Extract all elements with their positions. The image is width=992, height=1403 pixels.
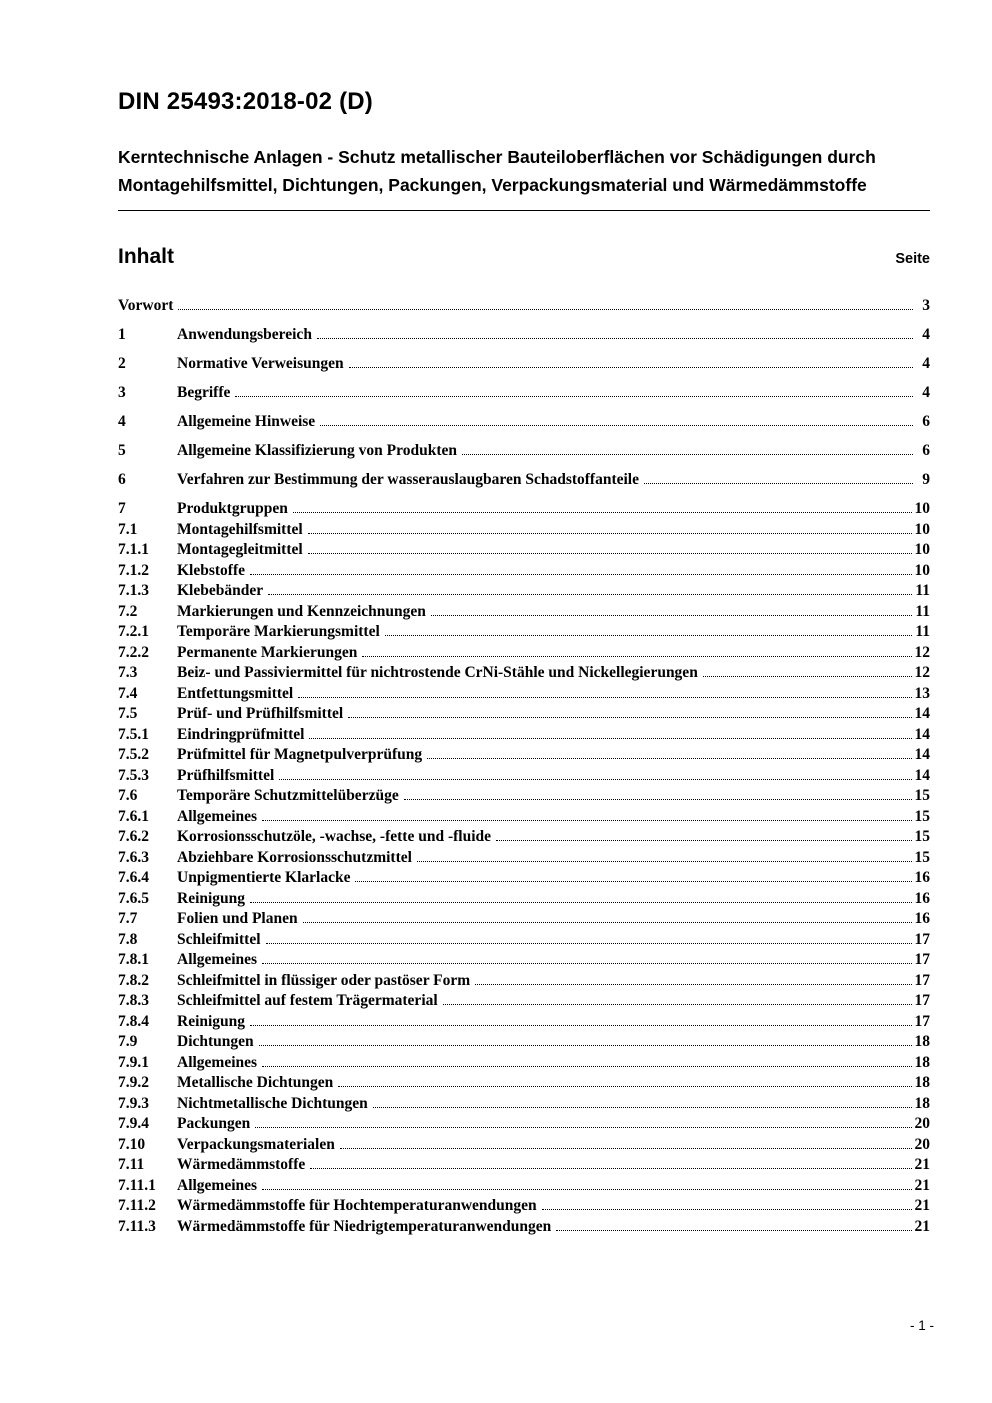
toc-entry-label: Vorwort (118, 297, 174, 314)
toc-entry (118, 540, 930, 561)
toc-entry-label: Allgemeines (177, 807, 258, 825)
toc-entry-number: 7.6 (118, 787, 138, 804)
toc-leader-dots (310, 1167, 911, 1169)
toc-entry-number: 7.6.1 (118, 807, 149, 825)
toc-leader-dots (262, 962, 911, 964)
toc-entry-number: 7.4 (118, 684, 138, 702)
toc-heading: Inhalt (118, 245, 174, 268)
toc-entry (118, 827, 930, 848)
toc-entry-number: 7.7 (118, 910, 138, 927)
toc-entry-number: 7.6.2 (118, 828, 149, 845)
toc-entry-label: Prüf- und Prüfhilfsmittel (177, 705, 344, 722)
toc-entry (118, 991, 930, 1012)
toc-entry (118, 745, 930, 766)
toc-entry-number: 7.10 (118, 1135, 146, 1153)
toc-entry-page: 17 (914, 992, 930, 1009)
toc-entry-label: Temporäre Schutzmittelüberzüge (177, 787, 399, 804)
toc-entry-number: 7.3 (118, 664, 138, 681)
toc-entry (118, 383, 930, 404)
toc-leader-dots (320, 424, 913, 426)
toc-entry-number: 7.11 (118, 1156, 145, 1173)
toc-entry (118, 520, 930, 541)
toc-leader-dots (556, 1229, 911, 1231)
toc-entry-number: 7.5.2 (118, 746, 149, 763)
toc-leader-dots (462, 453, 913, 455)
toc-entry-label: Verfahren zur Bestimmung der wasserauslaugbaren Schadstoffanteile (177, 471, 639, 488)
toc-entry (118, 441, 930, 462)
toc-entry-number: 7.9 (118, 1033, 138, 1050)
toc-entry-page: 12 (914, 664, 930, 681)
toc-leader-dots (644, 482, 913, 484)
toc-entry-page: 10 (914, 541, 930, 558)
toc-leader-dots (317, 337, 913, 339)
toc-entry-page: 21 (914, 1217, 930, 1235)
toc-entry-number: 7.8.1 (118, 951, 149, 968)
toc-entry-number: 7.1.3 (118, 582, 149, 599)
toc-leader-dots (293, 511, 912, 513)
toc-entry-page: 4 (922, 384, 930, 401)
toc-leader-dots (417, 860, 912, 862)
toc-entry-number: 5 (118, 442, 126, 459)
toc-list (118, 296, 930, 1237)
toc-entry-number: 4 (118, 413, 126, 430)
toc-entry-label: Schleifmittel auf festem Trägermaterial (177, 992, 438, 1009)
toc-entry-number: 6 (118, 471, 126, 488)
toc-entry-label: Klebstoffe (177, 561, 246, 579)
toc-leader-dots (250, 1024, 911, 1026)
toc-entry-label: Korrosionsschutzöle, -wachse, -fette und -fluide (177, 828, 491, 845)
toc-leader-dots (703, 675, 912, 677)
toc-entry (118, 499, 930, 520)
toc-entry-number: 7.1.2 (118, 561, 149, 579)
toc-entry-number: 7.5.1 (118, 725, 149, 743)
toc-entry (118, 807, 930, 828)
toc-leader-dots (427, 757, 911, 759)
toc-entry-page: 14 (914, 766, 930, 784)
toc-entry-page: 6 (922, 442, 930, 459)
toc-leader-dots (348, 716, 911, 718)
toc-entry-number: 7.11.2 (118, 1197, 156, 1214)
toc-leader-dots (542, 1208, 912, 1210)
toc-entry-label: Verpackungsmaterialen (177, 1135, 335, 1153)
toc-entry-label: Allgemeines (177, 1053, 258, 1071)
toc-entry-label: Wärmedämmstoffe für Niedrigtemperaturanwendungen (177, 1217, 552, 1235)
toc-entry-number: 1 (118, 326, 126, 343)
toc-entry (118, 1094, 930, 1115)
toc-entry-page: 4 (922, 355, 930, 372)
toc-entry (118, 602, 930, 623)
toc-entry-page: 16 (914, 889, 930, 907)
toc-header-row (118, 245, 930, 269)
toc-entry-number: 7.6.5 (118, 889, 149, 907)
toc-leader-dots (308, 532, 912, 534)
toc-entry-label: Folien und Planen (177, 910, 298, 927)
toc-entry-page: 15 (914, 828, 930, 845)
toc-entry-label: Permanente Markierungen (177, 643, 358, 661)
toc-entry-page: 11 (915, 582, 930, 599)
toc-entry (118, 1176, 930, 1197)
toc-entry (118, 786, 930, 807)
toc-entry (118, 684, 930, 705)
toc-leader-dots (262, 1065, 911, 1067)
toc-entry-label: Allgemeines (177, 1176, 258, 1194)
toc-entry-page: 21 (914, 1176, 930, 1194)
toc-leader-dots (255, 1126, 911, 1128)
toc-entry (118, 1196, 930, 1217)
toc-entry-page: 14 (914, 705, 930, 722)
toc-entry-label: Metallische Dichtungen (177, 1074, 334, 1091)
toc-entry (118, 766, 930, 787)
toc-entry-page: 11 (915, 623, 930, 640)
toc-leader-dots (431, 614, 912, 616)
toc-entry (118, 1114, 930, 1135)
toc-entry-number: 7.6.4 (118, 869, 149, 886)
toc-entry-page: 4 (922, 326, 930, 343)
toc-leader-dots (266, 942, 912, 944)
toc-entry-number: 7.6.3 (118, 848, 149, 866)
toc-entry-label: Montagehilfsmittel (177, 520, 303, 538)
toc-entry-label: Reinigung (177, 889, 246, 907)
toc-entry-page: 6 (922, 413, 930, 430)
page-number-footer: - 1 - (909, 1318, 934, 1333)
toc-entry-number: 3 (118, 384, 126, 401)
toc-entry (118, 889, 930, 910)
toc-entry-page: 20 (914, 1135, 930, 1153)
toc-entry (118, 1135, 930, 1156)
toc-leader-dots (262, 1188, 911, 1190)
toc-leader-dots (250, 573, 911, 575)
toc-entry (118, 1012, 930, 1033)
toc-entry-label: Entfettungsmittel (177, 684, 294, 702)
toc-entry (118, 1217, 930, 1238)
title-divider (118, 210, 930, 211)
toc-entry-label: Temporäre Markierungsmittel (177, 623, 380, 640)
toc-entry-page: 20 (914, 1115, 930, 1132)
toc-entry (118, 930, 930, 951)
toc-entry-number: 7.9.2 (118, 1074, 149, 1091)
toc-entry-page: 12 (914, 643, 930, 661)
toc-entry (118, 1053, 930, 1074)
toc-leader-dots (340, 1147, 912, 1149)
toc-entry-label: Allgemeines (177, 951, 258, 968)
toc-entry-page: 17 (914, 1012, 930, 1030)
toc-entry-number: 7.2.2 (118, 643, 149, 661)
toc-entry (118, 325, 930, 346)
toc-entry (118, 848, 930, 869)
toc-entry-page: 11 (915, 602, 930, 620)
toc-entry (118, 1073, 930, 1094)
toc-entry-label: Abziehbare Korrosionsschutzmittel (177, 848, 412, 866)
toc-entry-number: 7.8 (118, 930, 138, 948)
toc-leader-dots (355, 880, 911, 882)
toc-leader-dots (443, 1003, 912, 1005)
toc-entry-label: Montagegleitmittel (177, 541, 303, 558)
toc-leader-dots (262, 819, 911, 821)
toc-entry-label: Unpigmentierte Klarlacke (177, 869, 351, 886)
toc-entry-label: Produktgruppen (177, 500, 288, 517)
toc-entry-label: Prüfhilfsmittel (177, 766, 275, 784)
toc-entry-page: 9 (922, 471, 930, 488)
toc-entry-label: Klebebänder (177, 582, 264, 599)
toc-entry-label: Allgemeine Hinweise (177, 413, 316, 430)
toc-entry (118, 643, 930, 664)
toc-entry-label: Eindringprüfmittel (177, 725, 305, 743)
toc-entry-number: 7.9.1 (118, 1053, 149, 1071)
toc-leader-dots (279, 778, 911, 780)
toc-leader-dots (404, 798, 912, 800)
toc-entry (118, 354, 930, 375)
toc-entry (118, 470, 930, 491)
toc-entry-page: 18 (914, 1094, 930, 1112)
toc-entry-label: Reinigung (177, 1012, 246, 1030)
toc-entry-number: 7.5 (118, 705, 138, 722)
toc-entry-number: 7.9.4 (118, 1115, 149, 1132)
document-title: Kerntechnische Anlagen - Schutz metallischer Bauteiloberflächen vor Schädigungen durch Montagehilfsmittel, Dichtungen, Packungen, Verpackungsmaterial und Wärmedämmstoffe (118, 147, 876, 195)
toc-entry-page: 16 (914, 869, 930, 886)
toc-entry-page: 16 (914, 910, 930, 927)
toc-entry-number: 7.1 (118, 520, 138, 538)
toc-page-column-label: Seite (895, 251, 930, 267)
toc-entry-number: 7.8.3 (118, 992, 149, 1009)
toc-entry-page: 14 (914, 746, 930, 763)
toc-leader-dots (362, 655, 911, 657)
toc-leader-dots (308, 552, 912, 554)
toc-entry (118, 561, 930, 582)
toc-entry-label: Schleifmittel (177, 930, 261, 948)
toc-entry (118, 725, 930, 746)
toc-entry-label: Markierungen und Kennzeichnungen (177, 602, 426, 620)
toc-entry-page: 17 (914, 951, 930, 968)
toc-entry-page: 15 (914, 848, 930, 866)
toc-entry-number: 7.11.3 (118, 1217, 156, 1235)
toc-leader-dots (385, 634, 913, 636)
toc-entry-number: 2 (118, 355, 126, 372)
toc-leader-dots (349, 366, 913, 368)
toc-entry-label: Prüfmittel für Magnetpulverprüfung (177, 746, 423, 763)
toc-leader-dots (298, 696, 911, 698)
toc-entry-label: Beiz- und Passiviermittel für nichtrostende CrNi-Stähle und Nickellegierungen (177, 664, 698, 681)
toc-entry (118, 909, 930, 930)
toc-entry-page: 17 (914, 930, 930, 948)
toc-entry-page: 21 (914, 1197, 930, 1214)
toc-leader-dots (235, 395, 913, 397)
toc-entry-page: 18 (914, 1074, 930, 1091)
toc-entry-page: 3 (922, 297, 930, 314)
toc-entry (118, 1155, 930, 1176)
toc-leader-dots (309, 737, 911, 739)
toc-entry (118, 704, 930, 725)
toc-entry-page: 14 (914, 725, 930, 743)
toc-entry (118, 868, 930, 889)
toc-entry-label: Schleifmittel in flüssiger oder pastöser Form (177, 971, 471, 989)
toc-entry (118, 663, 930, 684)
toc-entry-page: 18 (914, 1033, 930, 1050)
toc-entry-number: 7.11.1 (118, 1176, 156, 1194)
toc-entry-page: 21 (914, 1156, 930, 1173)
toc-entry-label: Allgemeine Klassifizierung von Produkten (177, 442, 458, 459)
toc-entry-page: 10 (914, 561, 930, 579)
toc-entry (118, 622, 930, 643)
toc-entry (118, 950, 930, 971)
toc-entry-label: Normative Verweisungen (177, 355, 344, 372)
toc-entry-number: 7.1.1 (118, 541, 149, 558)
toc-leader-dots (338, 1085, 911, 1087)
toc-leader-dots (496, 839, 912, 841)
toc-entry (118, 296, 930, 317)
toc-entry-page: 15 (914, 807, 930, 825)
toc-entry-page: 10 (914, 520, 930, 538)
toc-leader-dots (250, 901, 911, 903)
doc-number: DIN 25493:2018-02 (D) (118, 88, 373, 115)
toc-entry-number: 7.2.1 (118, 623, 149, 640)
toc-entry-label: Wärmedämmstoffe für Hochtemperaturanwendungen (177, 1197, 537, 1214)
toc-entry-page: 17 (914, 971, 930, 989)
toc-entry-label: Dichtungen (177, 1033, 254, 1050)
toc-entry (118, 971, 930, 992)
toc-leader-dots (475, 983, 911, 985)
toc-entry-number: 7 (118, 500, 126, 517)
toc-entry-number: 7.5.3 (118, 766, 149, 784)
toc-leader-dots (259, 1044, 912, 1046)
toc-entry-label: Begriffe (177, 384, 231, 401)
toc-entry-number: 7.9.3 (118, 1094, 149, 1112)
toc-leader-dots (178, 308, 913, 310)
toc-entry (118, 581, 930, 602)
toc-leader-dots (268, 593, 912, 595)
toc-entry-page: 13 (914, 684, 930, 702)
toc-entry-page: 18 (914, 1053, 930, 1071)
toc-entry-label: Anwendungsbereich (177, 326, 312, 343)
toc-entry-label: Packungen (177, 1115, 251, 1132)
toc-entry-page: 15 (914, 787, 930, 804)
toc-entry (118, 1032, 930, 1053)
toc-entry-number: 7.2 (118, 602, 138, 620)
toc-entry-label: Nichtmetallische Dichtungen (177, 1094, 368, 1112)
toc-leader-dots (373, 1106, 912, 1108)
toc-entry (118, 412, 930, 433)
toc-entry-page: 10 (914, 500, 930, 517)
toc-entry-number: 7.8.2 (118, 971, 149, 989)
toc-entry-label: Wärmedämmstoffe (177, 1156, 306, 1173)
toc-entry-number: 7.8.4 (118, 1012, 149, 1030)
toc-leader-dots (303, 921, 912, 923)
